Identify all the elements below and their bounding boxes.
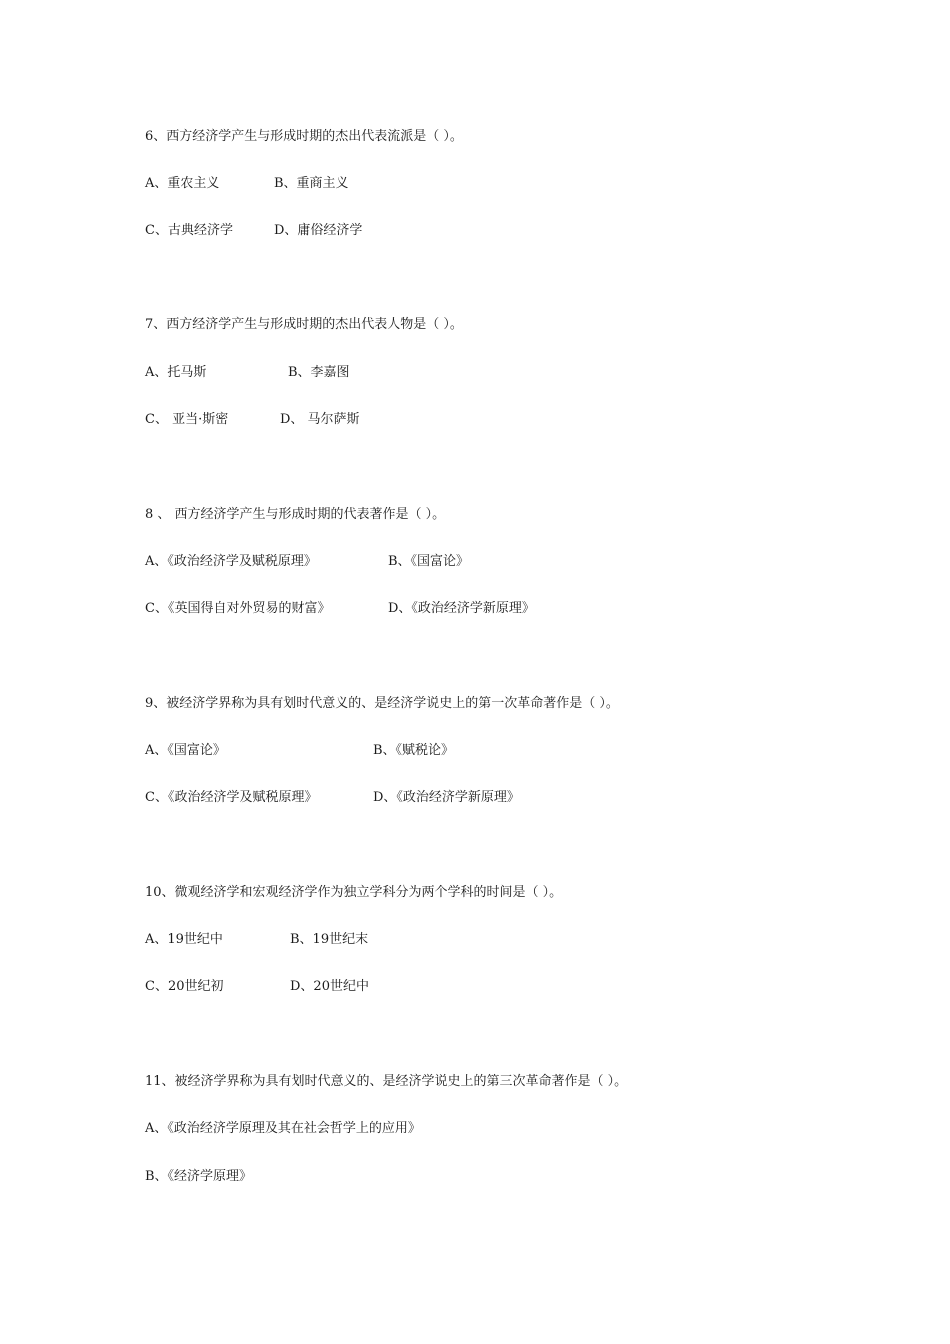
question-7-option-a: A、托马斯 <box>145 365 207 380</box>
question-10-option-c: C、20世纪初 <box>145 979 224 994</box>
question-11-stem: 11、被经济学界称为具有划时代意义的、是经济学说史上的第三次革命著作是（ ）。 <box>145 1074 628 1089</box>
question-11-option-b: B、《经济学原理》 <box>145 1169 253 1184</box>
question-11-option-a: A、《政治经济学原理及其在社会哲学上的应用》 <box>145 1121 421 1136</box>
question-7-option-d: D、 马尔萨斯 <box>280 412 360 427</box>
question-6-stem: 6、西方经济学产生与形成时期的杰出代表流派是（ ）。 <box>145 129 463 144</box>
question-10-option-a: A、19世纪中 <box>145 932 223 947</box>
question-7-stem: 7、西方经济学产生与形成时期的杰出代表人物是（ ）。 <box>145 317 463 332</box>
question-9-stem: 9、被经济学界称为具有划时代意义的、是经济学说史上的第一次革命著作是（ ）。 <box>145 696 619 711</box>
question-9-option-a: A、《国富论》 <box>145 743 226 758</box>
question-8-option-c: C、《英国得自对外贸易的财富》 <box>145 601 331 616</box>
question-6-option-d: D、庸俗经济学 <box>274 223 363 238</box>
question-10-option-b: B、19世纪末 <box>290 932 369 947</box>
question-6-option-a: A、重农主义 <box>145 176 220 191</box>
question-9-option-c: C、《政治经济学及赋税原理》 <box>145 790 318 805</box>
question-8-option-d: D、《政治经济学新原理》 <box>388 601 535 616</box>
question-8-option-a: A、《政治经济学及赋税原理》 <box>145 554 317 569</box>
question-8-stem: 8 、 西方经济学产生与形成时期的代表著作是（ ）。 <box>145 507 446 522</box>
question-6-option-c: C、古典经济学 <box>145 223 233 238</box>
question-6-option-b: B、重商主义 <box>274 176 349 191</box>
question-10-stem: 10、微观经济学和宏观经济学作为独立学科分为两个学科的时间是（ ）。 <box>145 885 563 900</box>
question-8-option-b: B、《国富论》 <box>388 554 470 569</box>
question-9-option-d: D、《政治经济学新原理》 <box>373 790 520 805</box>
question-10-option-d: D、20世纪中 <box>290 979 369 994</box>
question-7-option-c: C、 亚当·斯密 <box>145 412 229 427</box>
question-7-option-b: B、李嘉图 <box>288 365 350 380</box>
question-9-option-b: B、《赋税论》 <box>373 743 455 758</box>
